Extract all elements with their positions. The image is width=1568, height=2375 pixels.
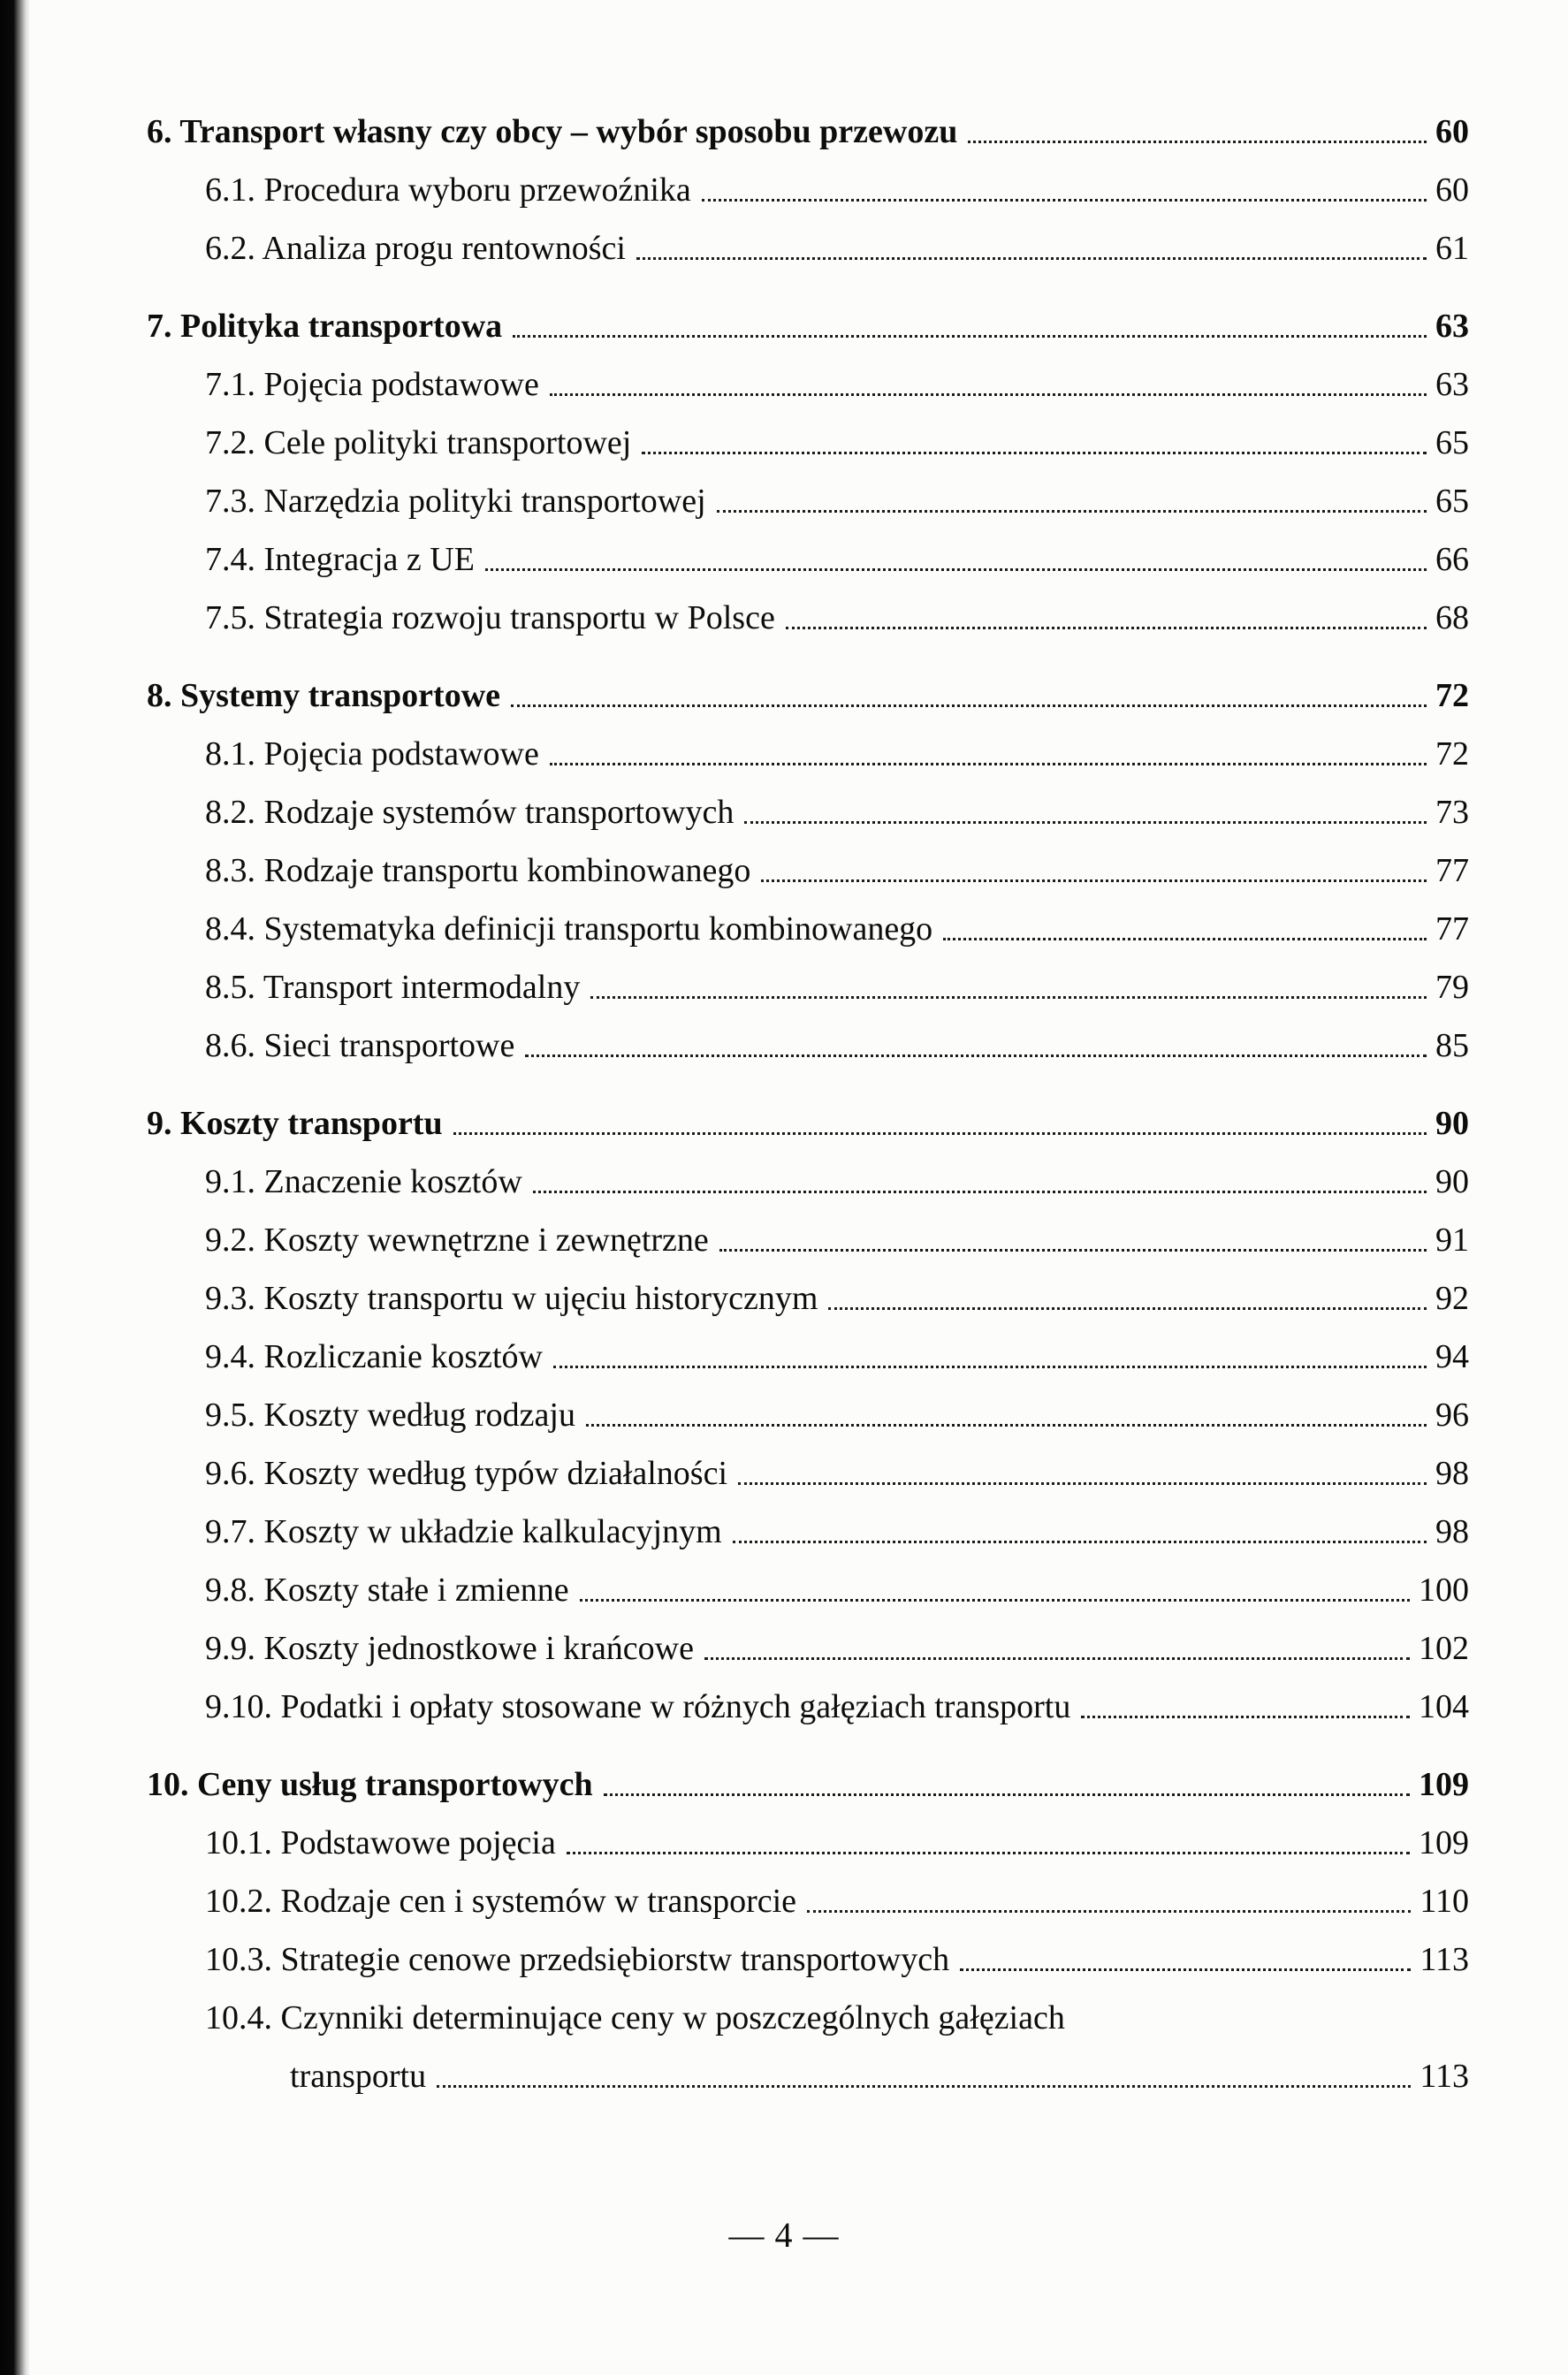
- toc-page-number: 109: [1419, 1824, 1469, 1861]
- toc-item-row: [147, 841, 1469, 900]
- toc-page-number: 92: [1435, 1280, 1469, 1317]
- toc-item-row: [147, 530, 1469, 589]
- toc-entry-label: 9.9. Koszty jednostkowe i krańcowe: [205, 1630, 694, 1667]
- dot-leader: [453, 1132, 1427, 1135]
- toc-entry-label: 6.1. Procedura wyboru przewoźnika: [205, 171, 691, 209]
- dot-leader: [807, 1910, 1411, 1913]
- dot-leader: [943, 938, 1427, 940]
- toc-item-row: [147, 1561, 1469, 1619]
- toc-item-row: [147, 414, 1469, 472]
- toc-item-row: [147, 900, 1469, 958]
- toc-item-row: [147, 1989, 1469, 2047]
- toc-page-number: 98: [1435, 1513, 1469, 1550]
- dot-leader: [590, 996, 1427, 999]
- toc-page-number: 104: [1419, 1688, 1469, 1725]
- toc-page-number: 94: [1435, 1338, 1469, 1375]
- toc-page-number: 85: [1435, 1027, 1469, 1064]
- toc-entry-label: 8.3. Rodzaje transportu kombinowanego: [205, 852, 751, 889]
- dot-leader: [525, 1054, 1427, 1057]
- toc-entry-label: 9.6. Koszty według typów działalności: [205, 1455, 728, 1492]
- toc-item-row: [147, 1814, 1469, 1872]
- toc-chapter-row: [147, 1755, 1469, 1814]
- toc-page-number: 77: [1435, 852, 1469, 889]
- toc-entry-label: 10.3. Strategie cenowe przedsiębiorstw transportowych: [205, 1941, 950, 1978]
- dot-leader: [485, 568, 1427, 571]
- toc-item-row: [147, 1872, 1469, 1930]
- dot-leader: [968, 141, 1427, 143]
- toc-item-row: [147, 958, 1469, 1016]
- dot-leader: [733, 1541, 1427, 1543]
- dot-leader: [738, 1482, 1427, 1485]
- dot-leader: [960, 1968, 1411, 1971]
- dot-leader: [704, 1657, 1410, 1660]
- toc-entry-label: 8.6. Sieci transportowe: [205, 1027, 515, 1064]
- toc-entry-label: 10. Ceny usług transportowych: [147, 1766, 593, 1803]
- toc-page-number: 77: [1435, 910, 1469, 948]
- toc-page-number: 98: [1435, 1455, 1469, 1492]
- toc-chapter-row: [147, 103, 1469, 161]
- toc-page-number: 63: [1435, 308, 1469, 345]
- dot-leader: [550, 393, 1427, 396]
- toc-item-row: [147, 725, 1469, 783]
- toc-entry-label: 10.4. Czynniki determinujące ceny w poszczególnych gałęziach: [205, 1999, 1065, 2036]
- toc-page-number: 100: [1419, 1572, 1469, 1609]
- dot-leader: [437, 2085, 1411, 2088]
- toc-entry-label: 7.5. Strategia rozwoju transportu w Polsce: [205, 599, 775, 636]
- toc-entry-label: 9. Koszty transportu: [147, 1105, 443, 1142]
- toc-chapter-row: [147, 297, 1469, 355]
- toc-page-number: 113: [1420, 2058, 1469, 2095]
- toc-page-number: 102: [1419, 1630, 1469, 1667]
- toc-item-row: [147, 355, 1469, 414]
- dot-leader: [719, 1249, 1427, 1252]
- toc-entry-label: 8.2. Rodzaje systemów transportowych: [205, 794, 735, 831]
- toc-item-row: [147, 1269, 1469, 1328]
- toc-entry-label: 9.5. Koszty według rodzaju: [205, 1397, 575, 1434]
- toc-entry-label: 9.2. Koszty wewnętrzne i zewnętrzne: [205, 1222, 709, 1259]
- dot-leader: [586, 1424, 1427, 1427]
- toc-item-row: [147, 1328, 1469, 1386]
- toc-entry-label: 9.4. Rozliczanie kosztów: [205, 1338, 544, 1375]
- toc-entry-label: 8. Systemy transportowe: [147, 677, 501, 714]
- toc-entry-label: 7.3. Narzędzia polityki transportowej: [205, 483, 706, 520]
- toc-page-number: 72: [1435, 677, 1469, 714]
- toc-item-row: [147, 1678, 1469, 1736]
- dot-leader: [567, 1852, 1410, 1854]
- dot-leader: [642, 452, 1427, 454]
- toc-page-number: 90: [1435, 1105, 1469, 1142]
- dot-leader: [553, 1366, 1427, 1368]
- toc-page-number: 61: [1435, 230, 1469, 267]
- toc-page-number: 68: [1435, 599, 1469, 636]
- toc-page-number: 110: [1420, 1883, 1469, 1920]
- toc-entry-label: 7.4. Integracja z UE: [205, 541, 475, 578]
- toc-entry-label: 10.1. Podstawowe pojęcia: [205, 1824, 556, 1861]
- dot-leader: [1081, 1716, 1410, 1718]
- toc-chapter-row: [147, 666, 1469, 725]
- toc-item-row: [147, 161, 1469, 219]
- toc-page-number: 79: [1435, 969, 1469, 1006]
- dot-leader: [702, 199, 1427, 202]
- toc-item-row: [147, 1503, 1469, 1561]
- toc-entry-label: 9.3. Koszty transportu w ujęciu historycznym: [205, 1280, 818, 1317]
- toc-entry-label: 8.5. Transport intermodalny: [205, 969, 581, 1006]
- dot-leader: [533, 1191, 1427, 1193]
- toc-page-number: 73: [1435, 794, 1469, 831]
- toc-entry-label: 8.4. Systematyka definicji transportu kombinowanego: [205, 910, 933, 948]
- toc-item-row: [147, 783, 1469, 841]
- toc-page-number: 90: [1435, 1163, 1469, 1200]
- toc-entry-label: 7.1. Pojęcia podstawowe: [205, 366, 539, 403]
- toc-page-number: 96: [1435, 1397, 1469, 1434]
- dot-leader: [786, 627, 1427, 629]
- toc-page-number: 66: [1435, 541, 1469, 578]
- dot-leader: [513, 335, 1427, 338]
- dot-leader: [717, 510, 1427, 513]
- toc-page-number: 72: [1435, 735, 1469, 773]
- toc-page-number: 60: [1435, 113, 1469, 150]
- toc-entry-label: 9.7. Koszty w układzie kalkulacyjnym: [205, 1513, 722, 1550]
- dot-leader: [550, 763, 1427, 765]
- toc-page-number: 63: [1435, 366, 1469, 403]
- toc-item-row: [147, 1016, 1469, 1075]
- toc-entry-label: 6. Transport własny czy obcy – wybór sposobu przewozu: [147, 113, 958, 150]
- toc-page-number: 65: [1435, 483, 1469, 520]
- toc-entry-label: 8.1. Pojęcia podstawowe: [205, 735, 539, 773]
- toc-item-row: [147, 219, 1469, 278]
- toc-page-number: 109: [1419, 1766, 1469, 1803]
- toc-item-row: [147, 1211, 1469, 1269]
- dot-leader: [744, 821, 1427, 824]
- toc-entry-label: 9.1. Znaczenie kosztów: [205, 1163, 522, 1200]
- toc-item-row: [147, 1386, 1469, 1444]
- toc-page-number: 65: [1435, 424, 1469, 461]
- toc-entry-label: 6.2. Analiza progu rentowności: [205, 230, 626, 267]
- toc-entry-label: 7.2. Cele polityki transportowej: [205, 424, 632, 461]
- toc-entry-label: transportu: [290, 2058, 427, 2095]
- toc-entry-label: 10.2. Rodzaje cen i systemów w transporcie: [205, 1883, 797, 1920]
- toc-item-row: [147, 472, 1469, 530]
- toc-entry-label: 7. Polityka transportowa: [147, 308, 503, 345]
- page-number-footer: — 4 —: [728, 2215, 840, 2255]
- dot-leader: [511, 704, 1427, 707]
- dot-leader: [761, 879, 1427, 882]
- toc-entry-label: 9.10. Podatki i opłaty stosowane w różnych gałęziach transportu: [205, 1688, 1071, 1725]
- toc-page-number: 91: [1435, 1222, 1469, 1259]
- toc-page-number: 60: [1435, 171, 1469, 209]
- toc-chapter-row: [147, 1094, 1469, 1153]
- toc-item-row: [147, 1153, 1469, 1211]
- toc-item-row: [147, 1619, 1469, 1678]
- dot-leader: [580, 1599, 1410, 1602]
- dot-leader: [636, 257, 1427, 260]
- dot-leader: [828, 1307, 1427, 1310]
- toc-entry-label: 9.8. Koszty stałe i zmienne: [205, 1572, 569, 1609]
- toc-item-row: [147, 1930, 1469, 1989]
- toc-item-row: [147, 1444, 1469, 1503]
- dot-leader: [604, 1793, 1410, 1796]
- toc-item-row: [147, 2047, 1469, 2105]
- toc-item-row: [147, 589, 1469, 647]
- toc-page-number: 113: [1420, 1941, 1469, 1978]
